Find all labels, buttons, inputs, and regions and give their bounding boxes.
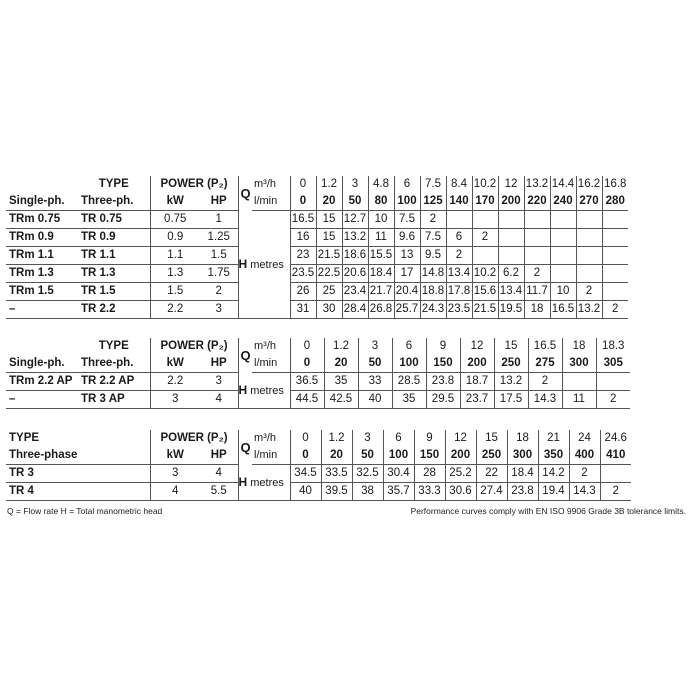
- head-value: 23.8: [426, 373, 460, 391]
- head-value: 2: [472, 229, 498, 247]
- head-value: 10: [550, 283, 576, 301]
- three-phase-model: TR 1.5: [78, 283, 150, 301]
- power-kw: 3: [150, 391, 200, 409]
- head-value: 35.7: [383, 483, 414, 501]
- head-value: 18.7: [460, 373, 494, 391]
- head-value: [550, 229, 576, 247]
- head-value: 15.6: [472, 283, 498, 301]
- head-value: [550, 211, 576, 229]
- type-header: TYPE: [98, 340, 129, 352]
- flow-lmin-value: 200: [498, 193, 524, 211]
- head-value: 19.5: [498, 301, 524, 319]
- head-value: 28.5: [392, 373, 426, 391]
- head-value: 7.5: [394, 211, 420, 229]
- flow-m3h-value: 15: [476, 430, 507, 447]
- three-phase-model: TR 2.2 AP: [78, 373, 150, 391]
- head-h-label: H: [238, 256, 248, 271]
- head-h-label: H: [238, 382, 248, 397]
- head-value: 2: [524, 265, 550, 283]
- flow-lmin-value: 300: [562, 355, 596, 373]
- three-phase-model: TR 0.9: [78, 229, 150, 247]
- head-value: [472, 211, 498, 229]
- head-value: 25: [316, 283, 342, 301]
- head-value: [576, 229, 602, 247]
- head-value: [498, 247, 524, 265]
- head-value: 30.4: [383, 465, 414, 483]
- flow-lmin-value: 80: [368, 193, 394, 211]
- head-value: 6: [446, 229, 472, 247]
- flow-m3h-value: 16.8: [602, 176, 628, 193]
- head-value: 17: [394, 265, 420, 283]
- head-value: [550, 247, 576, 265]
- head-value: 13.2: [342, 229, 368, 247]
- flow-unit-lmin: l/min: [252, 193, 290, 211]
- flow-lmin-value: 20: [324, 355, 358, 373]
- table-row: [6, 229, 628, 247]
- table-row: [6, 465, 631, 483]
- head-value: 26.8: [368, 301, 394, 319]
- table-row: [6, 483, 631, 501]
- head-value: 15: [316, 229, 342, 247]
- power-hp: 4: [200, 465, 238, 483]
- performance-table-2: [6, 338, 630, 409]
- flow-m3h-value: 12: [445, 430, 476, 447]
- head-value: [446, 211, 472, 229]
- power-kw: 1.5: [150, 283, 200, 301]
- flow-q-label: Q: [238, 430, 252, 465]
- flow-lmin-value: 220: [524, 193, 550, 211]
- flow-q-label: Q: [238, 338, 252, 373]
- head-value: 20.6: [342, 265, 368, 283]
- head-value: [550, 265, 576, 283]
- head-value: 13.2: [576, 301, 602, 319]
- head-value: 23.7: [460, 391, 494, 409]
- single-phase-model: TRm 1.1: [6, 247, 78, 265]
- flow-lmin-value: 125: [420, 193, 446, 211]
- three-phase-model: TR 1.3: [78, 265, 150, 283]
- flow-lmin-value: 20: [316, 193, 342, 211]
- head-value: 10: [368, 211, 394, 229]
- head-value: 23.5: [290, 265, 316, 283]
- head-value: [498, 229, 524, 247]
- head-value: 6.2: [498, 265, 524, 283]
- flow-lmin-value: 150: [426, 355, 460, 373]
- flow-m3h-value: 18.3: [596, 338, 630, 355]
- head-value: 24.3: [420, 301, 446, 319]
- head-value: 23.4: [342, 283, 368, 301]
- flow-lmin-value: 275: [528, 355, 562, 373]
- head-value: 33: [358, 373, 392, 391]
- three-phase-model: TR 4: [6, 483, 150, 501]
- power-hp: 3: [200, 301, 238, 319]
- legend-note: Q = Flow rate H = Total manometric head: [7, 506, 163, 516]
- power-header: POWER (P₂): [150, 338, 238, 355]
- three-phase-model: TR 3: [6, 465, 150, 483]
- head-value: 13: [394, 247, 420, 265]
- head-value: 32.5: [352, 465, 383, 483]
- head-value: 13.4: [446, 265, 472, 283]
- flow-lmin-value: 410: [600, 447, 631, 465]
- head-value: 35: [392, 391, 426, 409]
- flow-lmin-value: 200: [460, 355, 494, 373]
- head-value: 21.7: [368, 283, 394, 301]
- single-phase-model: –: [6, 301, 78, 319]
- flow-lmin-value: 50: [342, 193, 368, 211]
- single-phase-model: –: [6, 391, 78, 409]
- head-value: 12.7: [342, 211, 368, 229]
- head-value: 30.6: [445, 483, 476, 501]
- flow-lmin-value: 0: [290, 355, 324, 373]
- head-value: 21.5: [472, 301, 498, 319]
- kw-header: kW: [150, 447, 200, 465]
- flow-unit-m3h: m³/h: [254, 432, 276, 444]
- power-kw: 2.2: [150, 373, 200, 391]
- head-value: 2: [602, 301, 628, 319]
- flow-m3h-value: 18: [507, 430, 538, 447]
- flow-lmin-value: 50: [352, 447, 383, 465]
- three-phase-header: Three-phase: [6, 447, 150, 465]
- tolerance-note: Performance curves comply with EN ISO 9906 Grade 3B tolerance limits.: [410, 506, 686, 516]
- power-header: POWER (P₂): [150, 430, 238, 447]
- power-kw: 2.2: [150, 301, 200, 319]
- type-header-spacer: [6, 176, 78, 193]
- power-kw: 3: [150, 465, 200, 483]
- head-value: 28.4: [342, 301, 368, 319]
- flow-m3h-value: 15: [494, 338, 528, 355]
- head-value: 21.5: [316, 247, 342, 265]
- flow-m3h-value: 10.2: [472, 176, 498, 193]
- flow-lmin-value: 250: [494, 355, 528, 373]
- head-value: [576, 265, 602, 283]
- power-hp: 1: [200, 211, 238, 229]
- head-value: [600, 465, 631, 483]
- flow-m3h-value: 9: [414, 430, 445, 447]
- table-row: [6, 301, 628, 319]
- head-value: 23.8: [507, 483, 538, 501]
- flow-m3h-value: 6: [392, 338, 426, 355]
- flow-m3h-value: 3: [358, 338, 392, 355]
- flow-m3h-value: 6: [383, 430, 414, 447]
- head-value: 29.5: [426, 391, 460, 409]
- head-value: 11.7: [524, 283, 550, 301]
- single-phase-model: TRm 0.75: [6, 211, 78, 229]
- flow-m3h-value: 21: [538, 430, 569, 447]
- flow-m3h-value: 24: [569, 430, 600, 447]
- power-kw: 1.1: [150, 247, 200, 265]
- head-value: 36.5: [290, 373, 324, 391]
- head-value: 2: [576, 283, 602, 301]
- head-unit: metres: [250, 258, 284, 271]
- flow-m3h-value: 0: [290, 338, 324, 355]
- head-value: 15: [316, 211, 342, 229]
- flow-m3h-value: 14.4: [550, 176, 576, 193]
- flow-lmin-value: 0: [290, 193, 316, 211]
- head-value: 42.5: [324, 391, 358, 409]
- flow-m3h-value: 12: [460, 338, 494, 355]
- flow-m3h-value: 0: [290, 176, 316, 193]
- head-value: 14.8: [420, 265, 446, 283]
- head-label: [238, 465, 290, 501]
- flow-lmin-value: 100: [392, 355, 426, 373]
- table-row: [6, 391, 630, 409]
- table-row: [6, 265, 628, 283]
- head-value: 40: [290, 483, 321, 501]
- flow-m3h-value: 3: [352, 430, 383, 447]
- flow-m3h-value: 8.4: [446, 176, 472, 193]
- power-kw: 0.9: [150, 229, 200, 247]
- head-value: [524, 229, 550, 247]
- head-value: [472, 247, 498, 265]
- flow-lmin-value: 270: [576, 193, 602, 211]
- head-value: 2: [446, 247, 472, 265]
- power-hp: 2: [200, 283, 238, 301]
- flow-lmin-value: 170: [472, 193, 498, 211]
- head-value: [602, 211, 628, 229]
- flow-lmin-value: 100: [383, 447, 414, 465]
- flow-m3h-value: 1.2: [324, 338, 358, 355]
- flow-unit-m3h: m³/h: [254, 178, 276, 190]
- head-value: 9.5: [420, 247, 446, 265]
- head-label: [238, 373, 290, 409]
- table-row: [6, 283, 628, 301]
- head-value: 2: [600, 483, 631, 501]
- flow-unit-lmin: l/min: [252, 355, 290, 373]
- head-value: 9.6: [394, 229, 420, 247]
- head-value: 14.3: [528, 391, 562, 409]
- head-value: 2: [596, 391, 630, 409]
- head-value: 2: [528, 373, 562, 391]
- single-phase-model: TRm 1.3: [6, 265, 78, 283]
- head-value: 28: [414, 465, 445, 483]
- power-header: POWER (P₂): [150, 176, 238, 193]
- head-value: 7.5: [420, 229, 446, 247]
- kw-header: kW: [150, 193, 200, 211]
- head-value: [602, 283, 628, 301]
- flow-unit-lmin: l/min: [252, 447, 290, 465]
- head-unit: metres: [250, 384, 284, 397]
- power-hp: 1.25: [200, 229, 238, 247]
- head-value: 16: [290, 229, 316, 247]
- flow-m3h-value: 1.2: [321, 430, 352, 447]
- head-value: 38: [352, 483, 383, 501]
- head-value: [524, 211, 550, 229]
- flow-m3h-value: 3: [342, 176, 368, 193]
- flow-lmin-value: 100: [394, 193, 420, 211]
- flow-lmin-value: 280: [602, 193, 628, 211]
- head-value: 13.2: [494, 373, 528, 391]
- head-value: 23: [290, 247, 316, 265]
- head-value: 18.4: [368, 265, 394, 283]
- flow-lmin-value: 350: [538, 447, 569, 465]
- kw-header: kW: [150, 355, 200, 373]
- head-value: 14.3: [569, 483, 600, 501]
- head-value: 2: [420, 211, 446, 229]
- flow-m3h-value: 24.6: [600, 430, 631, 447]
- head-value: 25.2: [445, 465, 476, 483]
- flow-lmin-value: 150: [414, 447, 445, 465]
- head-value: 35: [324, 373, 358, 391]
- head-unit: metres: [250, 476, 284, 489]
- head-value: [562, 373, 596, 391]
- power-hp: 1.75: [200, 265, 238, 283]
- head-value: [498, 211, 524, 229]
- type-header: TYPE: [9, 432, 40, 444]
- three-phase-header: Three-ph.: [78, 193, 150, 211]
- power-hp: 4: [200, 391, 238, 409]
- head-value: 2: [569, 465, 600, 483]
- head-value: 27.4: [476, 483, 507, 501]
- head-value: 20.4: [394, 283, 420, 301]
- flow-m3h-value: 6: [394, 176, 420, 193]
- flow-lmin-value: 400: [569, 447, 600, 465]
- head-value: 33.3: [414, 483, 445, 501]
- flow-m3h-value: 13.2: [524, 176, 550, 193]
- flow-lmin-value: 200: [445, 447, 476, 465]
- head-value: 30: [316, 301, 342, 319]
- power-kw: 4: [150, 483, 200, 501]
- head-value: 10.2: [472, 265, 498, 283]
- head-h-label: H: [238, 474, 248, 489]
- flow-m3h-value: 18: [562, 338, 596, 355]
- head-value: 15.5: [368, 247, 394, 265]
- head-value: 22.5: [316, 265, 342, 283]
- flow-m3h-value: 9: [426, 338, 460, 355]
- hp-header: HP: [200, 355, 238, 373]
- single-phase-model: TRm 0.9: [6, 229, 78, 247]
- flow-lmin-value: 0: [290, 447, 321, 465]
- head-value: 34.5: [290, 465, 321, 483]
- three-phase-model: TR 3 AP: [78, 391, 150, 409]
- flow-lmin-value: 140: [446, 193, 472, 211]
- table-row: [6, 247, 628, 265]
- head-value: 14.2: [538, 465, 569, 483]
- flow-lmin-value: 300: [507, 447, 538, 465]
- head-value: [602, 229, 628, 247]
- head-value: 23.5: [446, 301, 472, 319]
- flow-m3h-value: 4.8: [368, 176, 394, 193]
- table-row: [6, 373, 630, 391]
- head-value: [576, 247, 602, 265]
- power-hp: 3: [200, 373, 238, 391]
- power-kw: 1.3: [150, 265, 200, 283]
- head-value: 17.8: [446, 283, 472, 301]
- performance-table-1: [6, 176, 628, 319]
- flow-lmin-value: 250: [476, 447, 507, 465]
- head-value: 19.4: [538, 483, 569, 501]
- flow-unit-m3h: m³/h: [254, 340, 276, 352]
- flow-lmin-value: 50: [358, 355, 392, 373]
- flow-lmin-value: 305: [596, 355, 630, 373]
- single-phase-header: Single-ph.: [6, 355, 78, 373]
- head-value: [596, 373, 630, 391]
- flow-q-label: Q: [238, 176, 252, 211]
- flow-lmin-value: 20: [321, 447, 352, 465]
- head-value: 18.4: [507, 465, 538, 483]
- head-value: 16.5: [550, 301, 576, 319]
- single-phase-model: TRm 1.5: [6, 283, 78, 301]
- power-kw: 0.75: [150, 211, 200, 229]
- head-value: 26: [290, 283, 316, 301]
- single-phase-model: TRm 2.2 AP: [6, 373, 78, 391]
- three-phase-header: Three-ph.: [78, 355, 150, 373]
- flow-m3h-value: 7.5: [420, 176, 446, 193]
- three-phase-model: TR 1.1: [78, 247, 150, 265]
- head-value: 18: [524, 301, 550, 319]
- three-phase-model: TR 0.75: [78, 211, 150, 229]
- power-hp: 5.5: [200, 483, 238, 501]
- head-value: 44.5: [290, 391, 324, 409]
- hp-header: HP: [200, 193, 238, 211]
- head-value: [602, 265, 628, 283]
- type-header: TYPE: [98, 178, 129, 190]
- head-value: 13.4: [498, 283, 524, 301]
- head-value: 16.5: [290, 211, 316, 229]
- flow-lmin-value: 240: [550, 193, 576, 211]
- head-value: [602, 247, 628, 265]
- performance-table-3: [6, 430, 631, 501]
- head-value: 39.5: [321, 483, 352, 501]
- head-label: [238, 211, 290, 319]
- flow-m3h-value: 16.5: [528, 338, 562, 355]
- head-value: 11: [368, 229, 394, 247]
- flow-m3h-value: 0: [290, 430, 321, 447]
- head-value: [576, 211, 602, 229]
- flow-m3h-value: 16.2: [576, 176, 602, 193]
- table-row: [6, 211, 628, 229]
- head-value: 25.7: [394, 301, 420, 319]
- head-value: 18.8: [420, 283, 446, 301]
- head-value: [524, 247, 550, 265]
- head-value: 31: [290, 301, 316, 319]
- three-phase-model: TR 2.2: [78, 301, 150, 319]
- type-header-spacer: [6, 338, 78, 355]
- head-value: 40: [358, 391, 392, 409]
- head-value: 17.5: [494, 391, 528, 409]
- flow-m3h-value: 1.2: [316, 176, 342, 193]
- head-value: 11: [562, 391, 596, 409]
- head-value: 22: [476, 465, 507, 483]
- single-phase-header: Single-ph.: [6, 193, 78, 211]
- hp-header: HP: [200, 447, 238, 465]
- head-value: 18.6: [342, 247, 368, 265]
- power-hp: 1.5: [200, 247, 238, 265]
- flow-m3h-value: 12: [498, 176, 524, 193]
- head-value: 33.5: [321, 465, 352, 483]
